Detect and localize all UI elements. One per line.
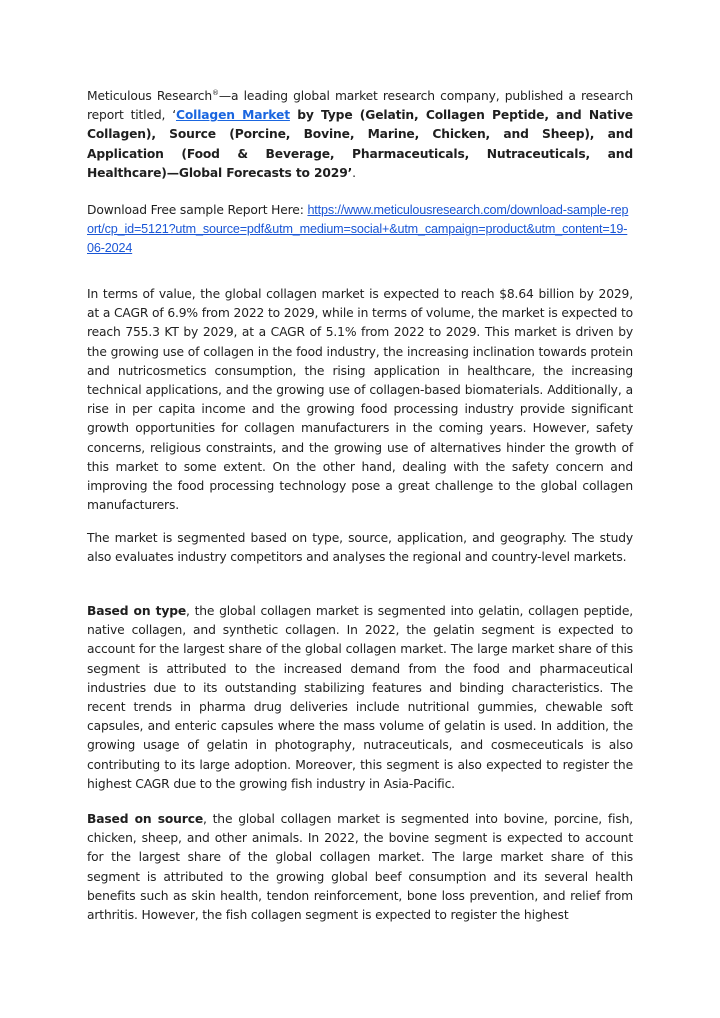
report-title: by Type (Gelatin, Collagen Peptide, and Native Collagen), Source (Porcine, Bovine, Marine, Chicken, and Sheep), and Application (Food & Beverage, Pharmaceuticals, Nutraceuticals, and Healthcare)—Global Forecasts to 2029’ [87,108,633,180]
market-value-paragraph: In terms of value, the global collagen market is expected to reach $8.64 billion by 2029, at a CAGR of 6.9% from 2022 to 2029, while in terms of volume, the market is expected to reach 755.3 KT by 2029, at a CAGR of 5.1% from 2022 to 2029. This market is driven by the growing use of collagen in the food industry, the increasing inclination towards protein and nutricosmetics consumption, the rising application in healthcare, the increasing technical applications, and the growing use of collagen-based biomaterials. Additionally, a rise in per capita income and the growing food processing industry provide significant growth opportunities for collagen manufacturers in the coming years. However, safety concerns, religious constraints, and the growing use of alternatives hinder the growth of this market to some extent. On the other hand, dealing with the safety concern and improving the food processing technology pose a great challenge to the global collagen manufacturers. [87,287,633,513]
registered-mark: ® [212,88,219,97]
intro-paragraph [87,87,633,183]
source-heading: Based on source [87,812,204,826]
intro-text: —a leading global market research company, published a research report titled, ‘ [87,89,633,123]
type-paragraph [87,602,633,794]
segmentation-paragraph: The market is segmented based on type, source, application, and geography. The study also evaluates industry competitors and analyses the regional and country-level markets. [87,531,633,565]
type-heading: Based on type [87,604,187,618]
download-line [87,201,633,259]
download-url-link[interactable]: https://www.meticulousresearch.com/download-sample-report/cp_id=5121?utm_source=pdf&utm_medium=social+&utm_campaign=product&utm_content=19-06-2024 [87,203,629,256]
source-paragraph [87,810,633,925]
type-text: , the global collagen market is segmented into gelatin, collagen peptide, native collagen, and synthetic collagen. In 2022, the gelatin segment is expected to account for the largest share of the global collagen market. The large market share of this segment is attributed to the increased demand from the food and pharmaceutical industries due to its outstanding stabilizing features and binding characteristics. The recent trends in pharma drug deliveries include nutritional gummies, chewable soft capsules, and enteric capsules where the mass volume of gelatin is used. In addition, the growing usage of gelatin in photography, nutraceuticals, and cosmeceuticals is also contributing to its large adoption. Moreover, this segment is also expected to register the highest CAGR due to the growing fish industry in Asia-Pacific. [87,604,633,791]
collagen-market-link[interactable]: Collagen Market [175,108,290,123]
intro-end: . [352,165,356,180]
company-name: Meticulous Research [87,89,213,103]
source-text: , the global collagen market is segmented into bovine, porcine, fish, chicken, sheep, and other animals. In 2022, the bovine segment is expected to account for the largest share of the global collagen market. The large market share of this segment is attributed to the growing global beef consumption and its several health benefits such as skin health, tendon reinforcement, bone loss prevention, and relief from arthritis. However, the fish collagen segment is expected to register the highest [87,812,633,923]
download-label: Download Free sample Report Here: [87,203,308,217]
